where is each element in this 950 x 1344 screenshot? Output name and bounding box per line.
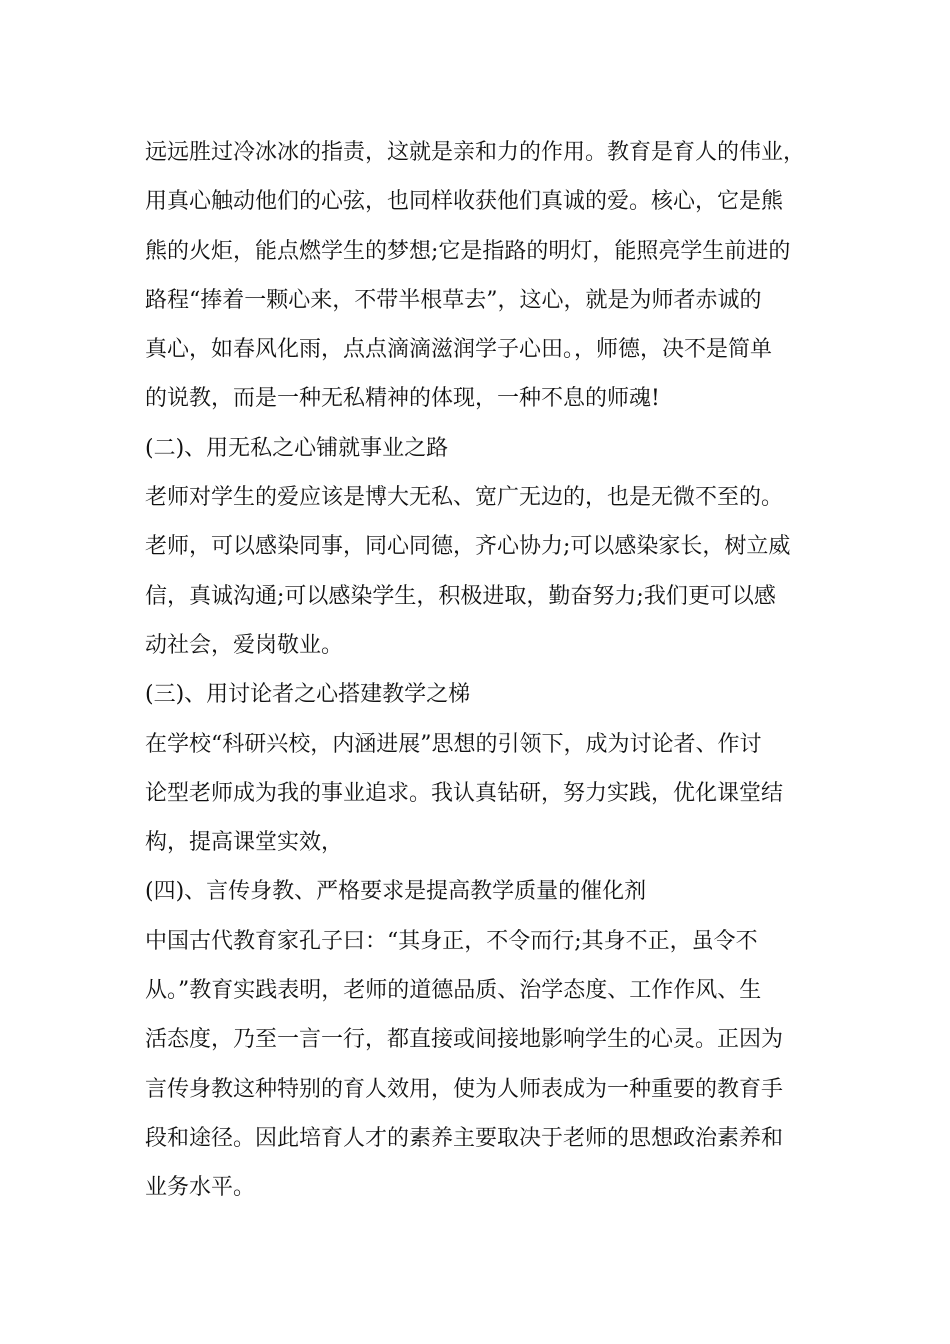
text-line: 老师对学生的爱应该是博大无私、宽广无边的，也是无微不至的。 bbox=[145, 485, 784, 511]
text-line: 言传身教这种特别的育人效用，使为人师表成为一种重要的教育手 bbox=[145, 1076, 784, 1102]
section-heading-3: (三)、用讨论者之心搭建教学之梯 bbox=[145, 682, 471, 708]
text-line: 老师，可以感染同事，同心同德，齐心协力;可以感染家长，树立威 bbox=[145, 534, 791, 560]
section-heading-4: (四)、言传身教、严格要求是提高教学质量的催化剂 bbox=[145, 879, 647, 905]
text-line: 真心，如春风化雨，点点滴滴滋润学子心田。，师德，决不是简单 bbox=[145, 337, 773, 363]
text-line: 远远胜过冷冰冰的指责，这就是亲和力的作用。教育是育人的伟业， bbox=[145, 140, 806, 165]
document-page bbox=[145, 128, 835, 1213]
text-line: 论型老师成为我的事业追求。我认真钻研，努力实践，优化课堂结 bbox=[145, 780, 784, 806]
text-line: 中国古代教育家孔子曰：“其身正，不令而行;其身不正，虽令不 bbox=[145, 928, 758, 954]
text-line: 路程“捧着一颗心来，不带半根草去”，这心，就是为师者赤诚的 bbox=[145, 287, 762, 313]
text-line: 熊的火炬，能点燃学生的梦想;它是指路的明灯，能照亮学生前进的 bbox=[145, 238, 791, 264]
text-line: 的说教，而是一种无私精神的体现，一种不息的师魂! bbox=[145, 386, 660, 412]
section-heading-2: (二)、用无私之心铺就事业之路 bbox=[145, 435, 449, 461]
text-line: 动社会，爱岗敬业。 bbox=[145, 632, 344, 658]
text-line: 用真心触动他们的心弦，也同样收获他们真诚的爱。核心，它是熊 bbox=[145, 189, 784, 215]
text-line: 活态度，乃至一言一行，都直接或间接地影响学生的心灵。正因为 bbox=[145, 1027, 784, 1053]
text-line: 段和途径。因此培育人才的素养主要取决于老师的思想政治素养和 bbox=[145, 1125, 784, 1151]
text-line: 在学校“科研兴校，内涵进展”思想的引领下，成为讨论者、作讨 bbox=[145, 731, 762, 757]
text-line: 信，真诚沟通;可以感染学生，积极进取，勤奋努力;我们更可以感 bbox=[145, 583, 776, 609]
text-line: 构，提高课堂实效， bbox=[145, 830, 344, 856]
text-line: 从。”教育实践表明，老师的道德品质、治学态度、工作作风、生 bbox=[145, 978, 762, 1004]
text-line: 业务水平。 bbox=[145, 1175, 256, 1201]
